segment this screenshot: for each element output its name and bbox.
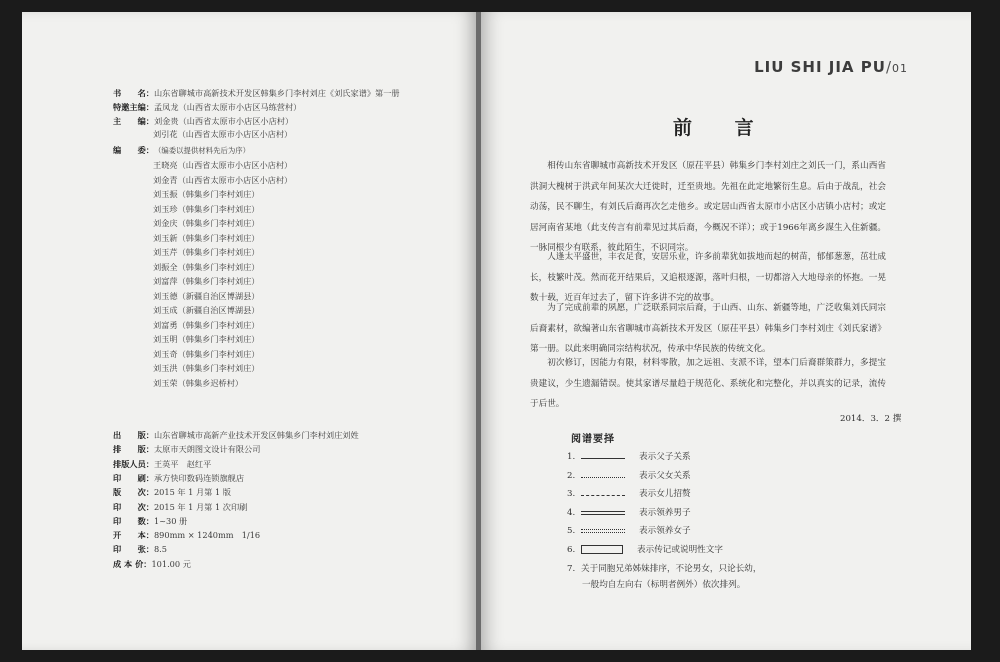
editor-entry: 刘富勇（韩集乡门李村刘庄） [153, 319, 260, 330]
publication-row: 成 本 价：101.00 元 [113, 558, 191, 569]
editor-entry: 刘玉珍（韩集乡门李村刘庄） [153, 203, 260, 214]
legend-title: 阅谱要择 [571, 434, 615, 445]
editor-entry: 王晓亮（山西省太原市小店区小店村） [153, 160, 293, 170]
legend-item: 2. 表示父女关系 [567, 471, 691, 481]
publication-row: 印 刷：承方快印数码连锁旗舰店 [113, 472, 245, 483]
credit-chief-editor: 主 编：刘金贵（山西省太原市小店区小店村） [113, 116, 294, 126]
preface-paragraph: 初次修订，因能力有限，材料零散，加之远祖、支派不详，望本门后裔群策群力，多提宝贵建议，少生遗漏错误。使其家谱尽量趋于规范化、系统化和完整化，并以真实的记录，流传于后世。 [530, 358, 886, 409]
legend-item: 3. 表示女儿招赘 [567, 489, 691, 499]
editor-entry: 刘玉德（新疆自治区博湖县） [153, 290, 260, 301]
credit-book-name: 书 名：山东省聊城市高新技术开发区韩集乡门李村刘庄《刘氏家谱》第一册 [113, 88, 400, 98]
publication-row: 开 本：890mm × 1240mm 1/16 [113, 530, 261, 541]
preface-paragraph: 为了完成前辈的夙愿，广泛联系同宗后裔，于山西、山东、新疆等地，广泛收集刘氏同宗后裔素材，欲编著山东省聊城市高新技术开发区（原茌平县）韩集乡门李村刘庄《刘氏家谱》第一册。以此来明确同宗结构状况，传承中华民族的传统文化。 [530, 303, 886, 354]
double-dotted-line-icon [581, 529, 625, 533]
double-line-icon [581, 511, 625, 515]
publication-row: 印 张：8.5 [113, 544, 167, 555]
running-header: LIU SHI JIA PU/01 [754, 58, 908, 76]
editor-entry: 刘玉芹（韩集乡门李村刘庄） [153, 247, 260, 257]
preface-paragraph: 人逢太平盛世，丰衣足食，安居乐业，许多前辈犹如拔地而起的树苗，郁郁葱葱，茁壮成长，枝繁叶茂。然而花开结果后，又追根逐源，落叶归根，一切都溶入大地母亲的怀抱。一晃数十载，近百年过去了，留下许多讲不完的故事。 [530, 252, 886, 303]
editor-entry: 刘富萍（韩集乡门李村刘庄） [153, 276, 260, 286]
legend-item: 1. 表示父子关系 [567, 452, 691, 462]
credit-chief-editor-2: 刘引花（山西省太原市小店区小店村） [153, 129, 293, 139]
legend-item: 5. 表示领养女子 [567, 526, 691, 536]
publication-row: 排版人员：王英平 赵红平 [113, 458, 212, 469]
editor-entry: 刘玉明（韩集乡门李村刘庄） [153, 334, 260, 344]
editor-entry: 刘玉奇（韩集乡门李村刘庄） [153, 348, 260, 359]
legend-item: 6. 表示传记或说明性文字 [567, 545, 723, 555]
page-number: 01 [892, 62, 908, 75]
editor-entry: 刘玉新（韩集乡门李村刘庄） [153, 232, 260, 243]
publication-row: 印 次：2015 年 1 月第 1 次印刷 [113, 501, 248, 512]
box-icon [581, 545, 623, 554]
dotted-line-icon [581, 473, 625, 478]
editor-entry: 刘玉洪（韩集乡门李村刘庄） [153, 363, 260, 373]
editor-entry: 刘振全（韩集乡门李村刘庄） [153, 261, 260, 272]
header-title: LIU SHI JIA PU [754, 58, 886, 76]
publication-row: 出 版：山东省聊城市高新产业技术开发区韩集乡门李村刘庄刘姓 [113, 430, 359, 440]
publication-row: 印 数：1~30 册 [113, 515, 188, 526]
editor-entry: 刘玉成（新疆自治区博湖县） [153, 305, 260, 315]
preface-date: 2014．3．2 撰 [840, 414, 902, 424]
preface-title: 前 言 [673, 117, 772, 139]
editor-entry: 刘玉荣（韩集乡迟桥村） [153, 377, 244, 388]
editor-entry: 刘玉振（韩集乡门李村刘庄） [153, 189, 260, 199]
credit-editors: 编 委：（编委以提供材料先后为序） [113, 145, 251, 155]
credit-special-editor: 特邀主编：孟凤龙（山西省太原市小店区马练营村） [113, 102, 302, 112]
legend-note: 7. 关于同胞兄弟姊妹排序，不论男女，只论长幼， [567, 564, 762, 574]
preface-paragraph: 相传山东省聊城市高新技术开发区（原茌平县）韩集乡门李村刘庄之刘氏一门，系山西省洪洞大槐树于洪武年间某次大迁徙时，迁至贵地。先祖在此定地繁衍生息。后由于战乱，社会动荡，民不聊生，有刘氏后裔再次乞走他乡。或定居山西省太原市小店区小店镇小店村；或定居河南省某地（此支传言有前辈见过其后裔，今概况不详）；或于1966年离乡謀生入住新疆。一脉同根少有联系，彼此陌生，不识同宗。 [530, 161, 886, 253]
publication-row: 排 版：太原市天朗图文设计有限公司 [113, 444, 261, 455]
editor-entry: 刘金青（山西省太原市小店区小店村） [153, 174, 293, 185]
dashed-line-icon [581, 491, 625, 496]
legend-note-line2: 一般均自左向右（标明者例外）依次排列。 [582, 580, 746, 590]
legend-item: 4. 表示领养男子 [567, 508, 691, 518]
publication-row: 版 次：2015 年 1 月第 1 版 [113, 487, 231, 498]
solid-line-icon [581, 454, 625, 459]
editor-entry: 刘金庆（韩集乡门李村刘庄） [153, 218, 260, 228]
